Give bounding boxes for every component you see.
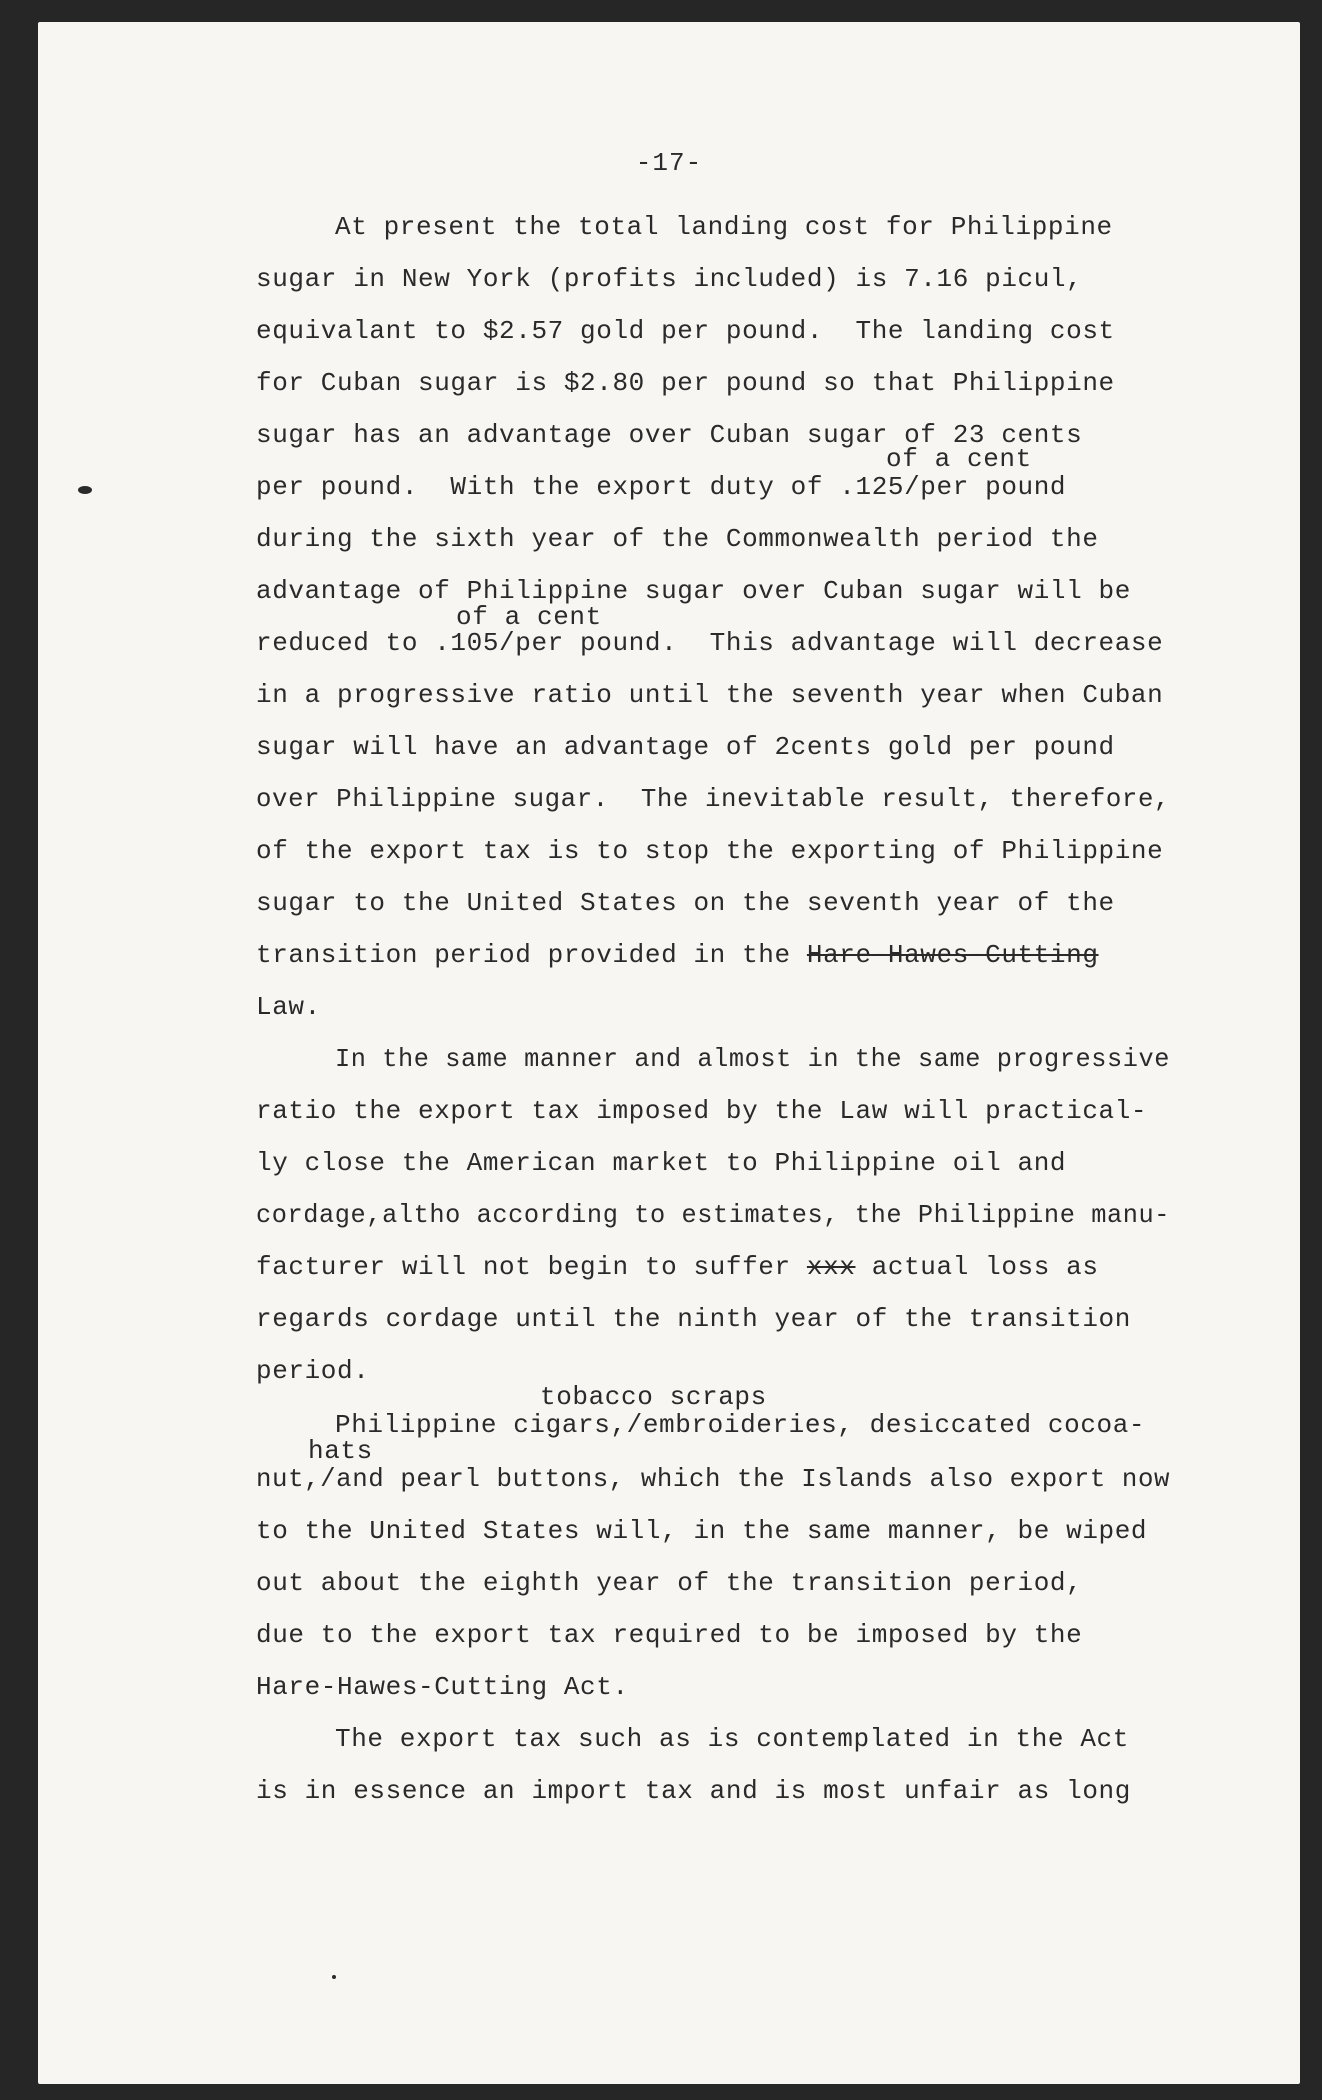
text-line: regards cordage until the ninth year of the transition (256, 1304, 1131, 1334)
text-line: of the export tax is to stop the exporting of Philippine (256, 836, 1164, 866)
text-line: out about the eighth year of the transition period, (256, 1568, 1083, 1598)
document-page (38, 22, 1300, 2084)
interlinear-insertion: tobacco scraps (540, 1382, 767, 1412)
text-line: The export tax such as is contemplated in the Act (335, 1724, 1129, 1754)
text-line: due to the export tax required to be imposed by the (256, 1620, 1083, 1650)
text-line: sugar to the United States on the seventh year of the (256, 888, 1115, 918)
text-line: sugar in New York (profits included) is 7.16 picul, (256, 264, 1083, 294)
text-line: In the same manner and almost in the same progressive (335, 1044, 1171, 1074)
text-line: nut,/and pearl buttons, which the Islands also export now (256, 1464, 1171, 1494)
text-line: Law. (256, 992, 321, 1022)
text-line: At present the total landing cost for Philippine (335, 212, 1113, 242)
text-line: period. (256, 1356, 370, 1386)
text-segment: transition period provided in the (256, 940, 807, 970)
text-line: ratio the export tax imposed by the Law will practical- (256, 1096, 1148, 1126)
struck-out-text: Hare-Hawes-Cutting (806, 940, 1099, 970)
text-line: Philippine cigars,/embroideries, desiccated cocoa- (335, 1410, 1146, 1440)
page-number: -17- (635, 148, 703, 178)
text-line: to the United States will, in the same manner, be wiped (256, 1516, 1148, 1546)
text-line: advantage of Philippine sugar over Cuban sugar will be (256, 576, 1131, 606)
text-line: during the sixth year of the Commonwealth period the (256, 524, 1099, 554)
ink-speck (332, 1975, 336, 1979)
text-line: over Philippine sugar. The inevitable result, therefore, (256, 784, 1171, 814)
text-line: is in essence an import tax and is most unfair as long (256, 1776, 1131, 1806)
text-line: sugar will have an advantage of 2cents gold per pound (256, 732, 1115, 762)
text-line: ly close the American market to Philippine oil and (256, 1148, 1067, 1178)
interlinear-insertion: hats (308, 1436, 373, 1466)
text-line (256, 942, 1099, 968)
text-line: reduced to .105/per pound. This advantage will decrease (256, 628, 1164, 658)
text-line: cordage,altho according to estimates, the Philippine manu- (256, 1200, 1171, 1230)
text-line: for Cuban sugar is $2.80 per pound so that Philippine (256, 368, 1115, 398)
text-line: equivalant to $2.57 gold per pound. The landing cost (256, 316, 1115, 346)
interlinear-insertion: of a cent (886, 444, 1032, 474)
text-line: sugar has an advantage over Cuban sugar of 23 cents (256, 420, 1083, 450)
text-line: Hare-Hawes-Cutting Act. (256, 1672, 629, 1702)
text-segment: actual loss as (855, 1252, 1099, 1282)
struck-out-text: xxx (806, 1252, 856, 1282)
text-line: in a progressive ratio until the seventh year when Cuban (256, 680, 1164, 710)
text-line: per pound. With the export duty of .125/per pound (256, 472, 1067, 502)
interlinear-insertion: of a cent (456, 602, 602, 632)
ink-speck (78, 486, 92, 494)
text-segment: facturer will not begin to suffer (256, 1252, 807, 1282)
text-line (256, 1254, 1099, 1280)
